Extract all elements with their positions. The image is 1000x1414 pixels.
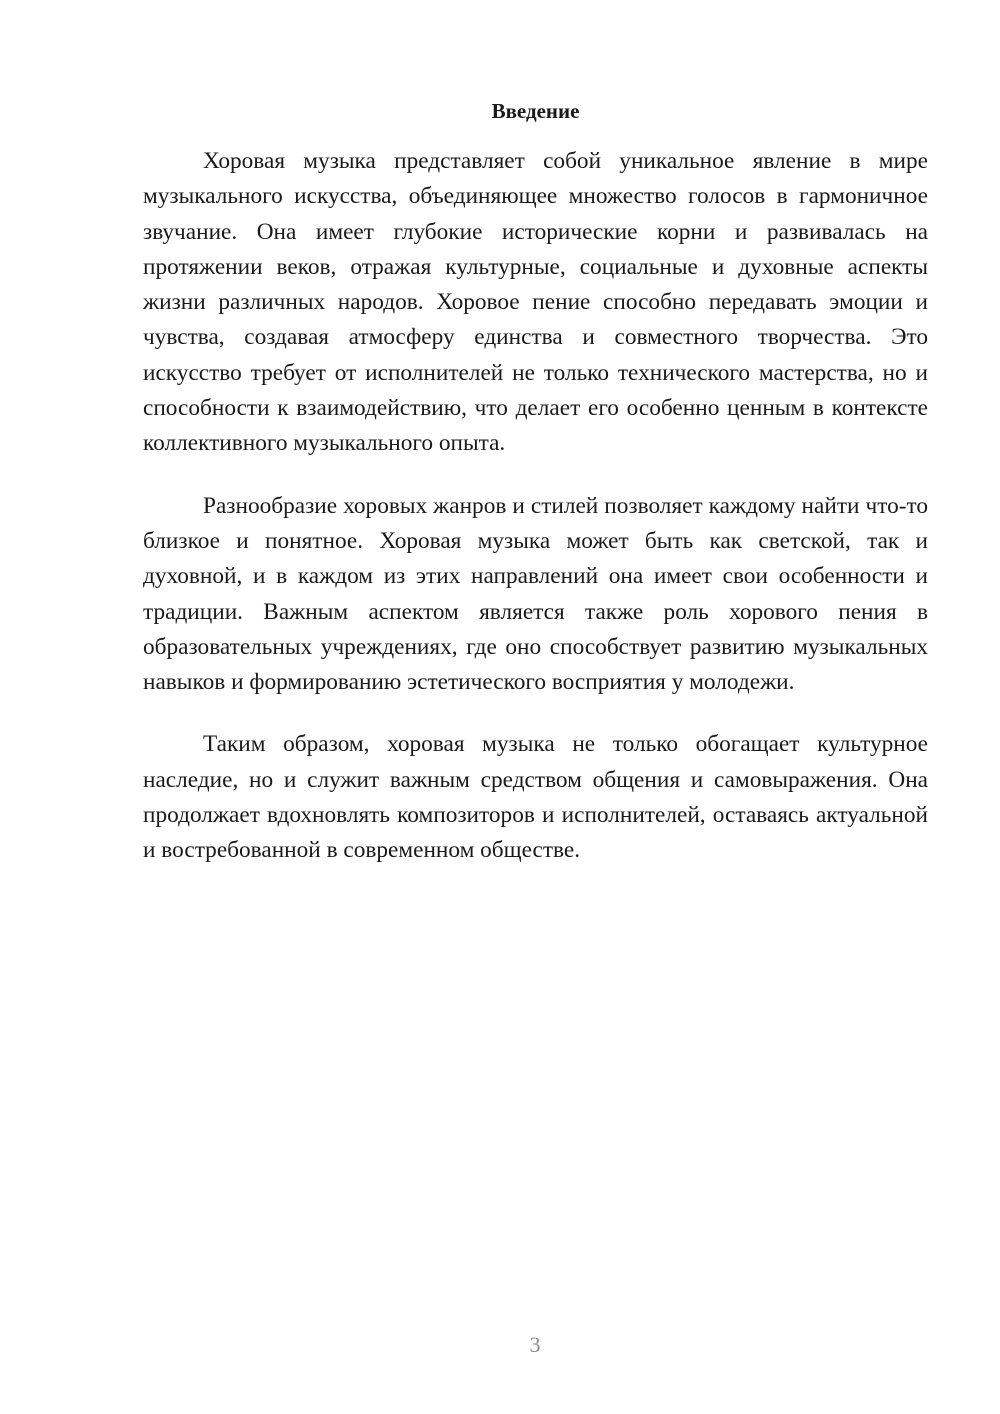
page-content [143, 95, 928, 869]
section-heading: Введение [491, 99, 580, 123]
paragraph-1: Хоровая музыка представляет собой уникальное явление в мире музыкального искусства, объединяющее множество голосов в гармоничное звучание. Она имеет глубокие исторические корни и развивалась на протяжении веков, отражая культурные, социальные и духовные аспекты жизни различных народов. Хоровое пение способно передавать эмоции и чувства, создавая атмосферу единства и совместного творчества. Это искусство требует от исполнителей не только технического мастерства, но и способности к взаимодействию, что делает его особенно ценным в контексте коллективного музыкального опыта. [143, 148, 928, 457]
paragraph-2: Разнообразие хоровых жанров и стилей позволяет каждому найти что-то близкое и понятное. Хоровая музыка может быть как светской, так и духовной, и в каждом из этих направлений она имеет свои особенности и традиции. Важным аспектом является также роль хорового пения в образовательных учреждениях, где оно способствует развитию музыкальных навыков и формированию эстетического восприятия у молодежи. [143, 492, 928, 696]
page-number: 3 [529, 1332, 541, 1357]
paragraph-3: Таким образом, хоровая музыка не только обогащает культурное наследие, но и служит важным средством общения и самовыражения. Она продолжает вдохновлять композиторов и исполнителей, оставаясь актуальной и востребованной в современном обществе. [143, 731, 928, 864]
